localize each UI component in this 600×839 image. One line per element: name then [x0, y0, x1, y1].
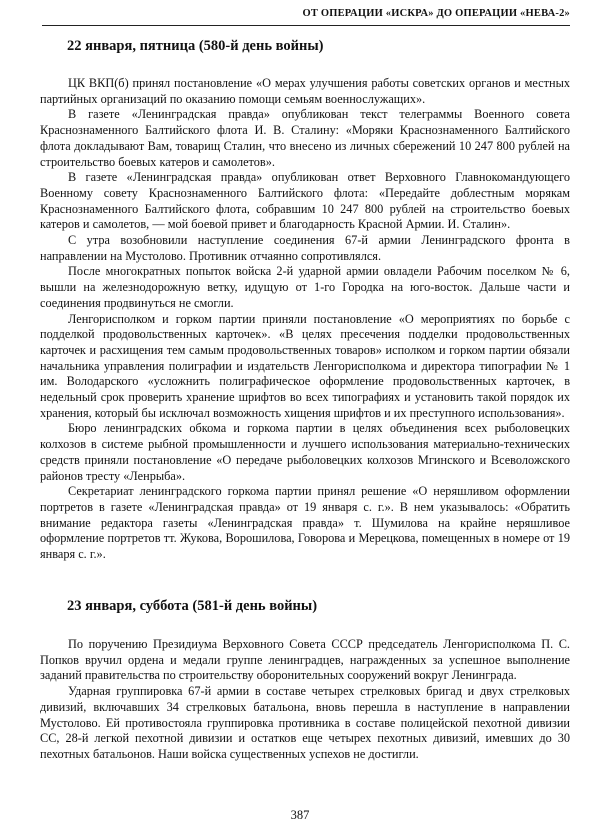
page-number: 387 — [290, 808, 310, 822]
paragraph: После многократных попыток войска 2-й ударной армии овладели Рабочим поселком № 6, вышли на железнодорожную ветку, идущую от 1-го Городка на юго-восток. Дальше части и соединения продвинуться не смогли. — [40, 264, 570, 310]
paragraph: Ударная группировка 67-й армии в составе четырех стрелковых бригад и двух стрелковых дивизий, включавших 34 стрелковых батальона, вновь перешла в наступление в направлении Мустолово. Ей противостояла группировка противника в составе полицейской пехотной дивизии СС, 28-й легкой пехотной дивизии и остатков еще четырех пехотных дивизий, имевших до 30 пехотных батальонов. Наши войска существенных успехов не достигли. — [40, 684, 570, 761]
paragraph: С утра возобновили наступление соединения 67-й армии Ленинградского фронта в направлении на Мустолово. Противник отчаянно сопротивлялся. — [40, 233, 570, 263]
paragraph: В газете «Ленинградская правда» опубликован текст телеграммы Военного совета Краснознаменного Балтийского флота И. В. Сталину: «Моряки Краснознаменного Балтийского флота докладывают Вам, товарищ Сталин, что внесено из личных сбережений 10 247 800 рублей на строительство боевых катеров и самолетов». — [40, 107, 570, 169]
paragraph: Бюро ленинградских обкома и горкома партии в целях объединения всех рыболовецких колхозов в системе рыбной промышленности и лучшего использования материально-технических средств приняли постановление «О передаче рыболовецких колхозов Мгинского и Всеволожского районов тресту «Ленрыба». — [40, 421, 570, 483]
section-jan-22 — [40, 38, 570, 563]
paragraph: В газете «Ленинградская правда» опубликован ответ Верховного Главнокомандующего Военному совету Краснознаменного Балтийского флота: «Передайте доблестным морякам Краснознаменного Балтийского флота, собравшим 10 247 800 рублей на строительство боевых катеров и самолетов, — мой боевой привет и благодарность Красной Армии. И. Сталин». — [40, 170, 570, 232]
paragraph: Ленгорисполком и горком партии приняли постановление «О мероприятиях по борьбе с подделкой продовольственных карточек». «В целях пресечения подделки продовольственных карточек и расхищения тем самым продовольственных товаров» исполком и горком партии обязали начальника управления полиграфии и издательств Ленгорисполкома и директора типографии № 1 им. Володарского «усложнить полиграфическое оформление продовольственных карточек, в недельный срок проверить хранение шрифтов во всех типографиях и установить такой порядок их хранения, который бы исключал возможность хищения шрифтов и их преступного использования». — [40, 311, 570, 420]
section-heading: 22 января, пятница (580-й день войны) — [67, 38, 324, 54]
paragraph: ЦК ВКП(б) принял постановление «О мерах улучшения работы советских органов и местных партийных организаций по оказанию помощи семьям военнослужащих». — [40, 76, 570, 106]
section-jan-23 — [40, 598, 570, 763]
running-header: ОТ ОПЕРАЦИИ «ИСКРА» ДО ОПЕРАЦИИ «НЕВА-2» — [302, 8, 570, 19]
header-rule — [42, 25, 570, 26]
paragraph: По поручению Президиума Верховного Совета СССР председатель Ленгорисполкома П. С. Попков вручил ордена и медали группе ленинградцев, награжденных за успешное выполнение заданий правительства по строительству оборонительных сооружений вокруг Ленинграда. — [40, 637, 570, 683]
section-heading: 23 января, суббота (581-й день войны) — [67, 598, 318, 614]
paragraph: Секретариат ленинградского горкома партии принял решение «О неряшливом оформлении портретов в газете «Ленинградская правда» от 19 января с. г.». В нем указывалось: «Обратить внимание редактора газеты «Ленинградская правда» т. Шумилова на крайне неряшливое оформление портретов тт. Жукова, Ворошилова, Говорова и Мерецкова, помещенных в номере от 19 января с. г.». — [40, 484, 570, 562]
